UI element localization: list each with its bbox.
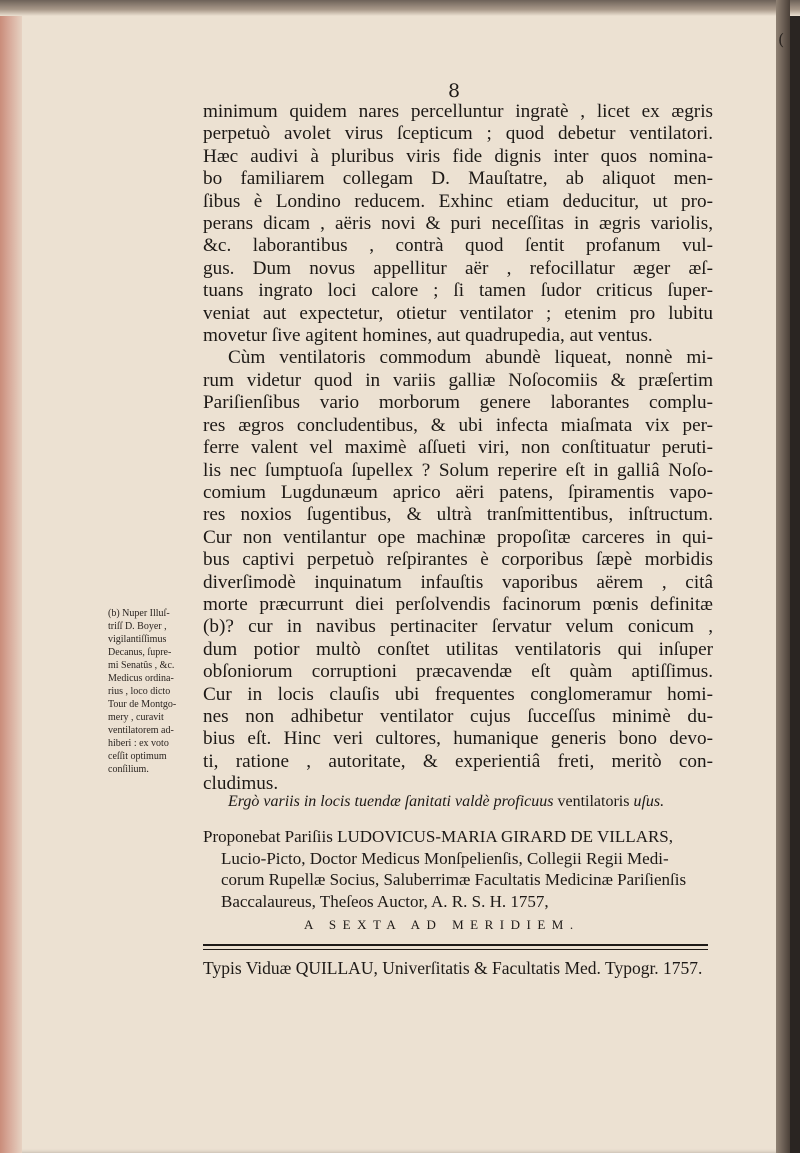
text-line: veniat aut expectetur, otietur ventilator ; etenim pro lubitu	[203, 302, 713, 324]
book-spine-edge	[0, 0, 22, 1153]
side-note-line: Decanus, ſupre-	[108, 647, 172, 658]
text-line: diverſimodè inquinatum infauſtis vaporibus aërem , citâ	[203, 571, 713, 593]
time-line: A SEXTA AD MERIDIEM.	[304, 917, 580, 932]
text-line: nes non adhibetur ventilator cujus ſucceſſus minimè du-	[203, 705, 713, 727]
edge-mark: (	[778, 30, 785, 49]
main-body-text	[203, 101, 713, 796]
side-note-line: mery , curavit	[108, 712, 164, 723]
side-note-line: vigilantiſſimus	[108, 634, 167, 645]
side-note-line: rius , loco dicto	[108, 686, 171, 697]
text-line: cludimus.	[203, 773, 279, 795]
text-line: rum videtur quod in variis galliæ Noſocomiis & præſertim	[203, 369, 713, 391]
text-line: Cur in locis clauſis ubi frequentes conglomeramur homi-	[203, 683, 713, 705]
text-line: bius eſt. Hinc veri cultores, humanique generis bono devo-	[203, 728, 713, 750]
thesis-conclusion	[228, 793, 688, 811]
text-line: perans dicam , aëris novi & puri neceſſitas in ægris variolis,	[203, 213, 713, 235]
printer-line: Typis Viduæ QUILLAU, Univerſitatis & Facultatis Med. Typogr. 1757.	[203, 958, 703, 978]
page-number: 8	[448, 80, 461, 102]
side-note-line: Tour de Montgo-	[108, 699, 177, 710]
side-note-line: (b) Nuper Illuſ-	[108, 608, 170, 619]
author-line: Proponebat Pariſiis LUDOVICUS-MARIA GIRARD DE VILLARS,	[203, 827, 674, 846]
text-line: ferre valent vel maximè aſſueti viri, non conſtituatur peruti-	[203, 437, 713, 459]
side-note-line: ceſſit optimum	[108, 751, 167, 762]
text-line: res ægros concludentibus, & ubi infecta miaſmata vix per-	[203, 414, 713, 436]
text-line: lis nec ſumptuoſa ſupellex ? Solum reperire eſt in galliâ Noſo-	[203, 459, 713, 481]
text-line: obſoniorum corruptioni præcavendæ eſt quàm aptiſſimus.	[203, 661, 713, 683]
author-line: Lucio-Picto, Doctor Medicus Monſpelienſis, Collegii Regii Medi-	[221, 848, 669, 868]
side-note-line: mi Senatûs , &c.	[108, 660, 175, 671]
page-top-edge	[0, 0, 800, 16]
side-note-line: Medicus ordina-	[108, 673, 174, 684]
side-note-line: ventilatorem ad-	[108, 725, 174, 736]
text-line: minimum quidem nares percelluntur ingratè , licet ex ægris	[203, 101, 713, 122]
text-line: dum potior multò conſtet utilitas ventilatoris qui inſuper	[203, 638, 713, 660]
text-line: ſibus è Londino reducem. Exhinc etiam deducitur, ut pro-	[203, 190, 713, 212]
text-line: bus captivi perpetuò reſpirantes è corporibus ſæpè morbidis	[203, 549, 713, 571]
author-line: Baccalaureus, Theſeos Auctor, A. R. S. H. 1757,	[221, 891, 549, 911]
conclusion-upright: ventilatoris	[557, 793, 630, 810]
text-line: tuans ingrato loci calore ; ſi tamen ſudor criticus ſuper-	[203, 280, 713, 302]
side-note-line: conſilium.	[108, 764, 149, 775]
author-block	[203, 826, 713, 912]
text-line: Cur non ventilantur ope machinæ propoſitæ carceres in qui-	[203, 526, 713, 548]
text-line: Hæc audivi à pluribus viris fide dignis inter quos nomina-	[203, 145, 713, 167]
side-note-line: hiberi : ex voto	[108, 738, 169, 749]
text-line: res noxios ſugentibus, & ultrà tranſmittentibus, inſtructum.	[203, 504, 713, 526]
conclusion-end: uſus.	[633, 793, 665, 810]
text-line: gus. Dum novus appellitur aër , refocillatur æger æſ-	[203, 257, 713, 279]
conclusion-italic: Ergò variis in locis tuendæ ſanitati valdè proficuus	[228, 793, 554, 810]
text-line: movetur ſive agitent homines, aut quadrupedia, aut ventus.	[203, 325, 653, 347]
text-line: morte præcurrunt diei perſolvendis facinorum pœnis definitæ	[203, 593, 713, 615]
text-line: perpetuò avolet virus ſcepticum ; quod debetur ventilatori.	[203, 123, 713, 145]
side-note-line: triſſ D. Boyer ,	[108, 621, 167, 632]
text-line: ti, ratione , autoritate, & experientiâ freti, meritò con-	[203, 750, 713, 772]
text-line: bo familiarem collegam D. Mauſtatre, ab aliquot men-	[203, 168, 713, 190]
author-line: corum Rupellæ Socius, Saluberrimæ Facultatis Medicinæ Pariſienſis	[221, 870, 687, 889]
page-right-edge	[776, 0, 790, 1153]
text-line: Cùm ventilatoris commodum abundè liqueat, nonnè mi-	[228, 347, 713, 369]
side-note	[108, 607, 196, 776]
text-line: comium Lugdunæum aprico aëri patens, ſpiramentis vapo-	[203, 481, 713, 503]
text-line: &c. laborantibus , contrà quod ſentit profanum vul-	[203, 235, 713, 257]
text-line: (b)? cur in navibus pertinaciter ſervatur velum conicum ,	[203, 616, 713, 638]
text-line: Pariſienſibus vario morborum genere laborantes complu-	[203, 392, 713, 414]
horizontal-rule	[203, 944, 708, 950]
